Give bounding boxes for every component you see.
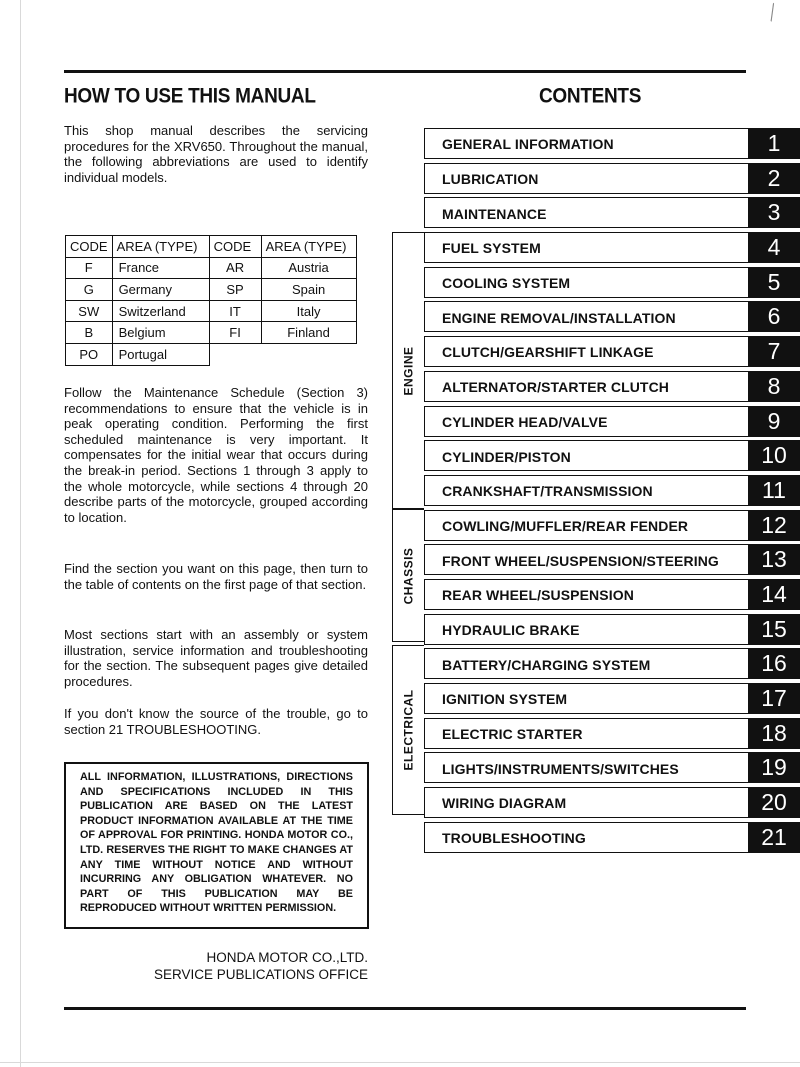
toc-label: COWLING/MUFFLER/REAR FENDER: [442, 517, 689, 534]
table-header-cell: CODE: [209, 236, 261, 258]
code-cell: SW: [66, 300, 113, 322]
code-cell: AR: [209, 257, 261, 279]
area-cell: Germany: [112, 279, 209, 301]
toc-label: LUBRICATION: [442, 171, 539, 188]
chassis-group-text: CHASSIS: [401, 547, 415, 604]
copyright-notice-box: [64, 762, 369, 929]
toc-item-lubrication[interactable]: [424, 162, 800, 197]
toc-item-ignition-system[interactable]: [424, 682, 800, 717]
area-code-table: [65, 235, 357, 366]
section-number-tab: 6: [748, 301, 800, 332]
toc-item-front-wheel[interactable]: [424, 543, 800, 578]
contents-list: [424, 127, 800, 855]
section-number-tab: 5: [748, 267, 800, 298]
contents-title: CONTENTS: [539, 85, 642, 109]
page-edge-left: [20, 0, 21, 1067]
table-row: [66, 279, 357, 301]
area-cell: Finland: [261, 322, 356, 344]
copyright-notice-text: ALL INFORMATION, ILLUSTRATIONS, DIRECTIONS AND SPECIFICATIONS INCLUDED IN THIS PUBLICATION ARE BASED ON THE LATEST PRODUCT INFORMATION AVAILABLE AT THE TIME OF APPROVAL FOR PRINTING. HONDA MOTOR CO., LTD. RESERVES THE RIGHT TO MAKE CHANGES AT ANY TIME WITHOUT NOTICE AND WITHOUT INCURRING ANY OBLIGATION WHATEVER. NO PART OF THIS PUBLICATION MAY BE REPRODUCED WITHOUT WRITTEN PERMISSION.: [80, 771, 353, 915]
table-row: [66, 257, 357, 279]
publisher-footer: [120, 949, 368, 983]
section-number-tab: 4: [748, 232, 800, 263]
section-number-tab: 2: [748, 163, 800, 194]
manual-usage-title: HOW TO USE THIS MANUAL: [64, 85, 316, 109]
publisher-name: HONDA MOTOR CO.,LTD.: [206, 950, 368, 965]
toc-label: ELECTRIC STARTER: [442, 726, 583, 743]
code-cell: B: [66, 322, 113, 344]
table-header-cell: AREA (TYPE): [112, 236, 209, 258]
code-cell: G: [66, 279, 113, 301]
area-cell: France: [112, 257, 209, 279]
toc-label: REAR WHEEL/SUSPENSION: [442, 587, 634, 604]
toc-label: IGNITION SYSTEM: [442, 691, 568, 708]
page-edge-bottom: [0, 1062, 800, 1063]
area-cell: Italy: [261, 300, 356, 322]
section-number-tab: 17: [748, 683, 800, 714]
toc-label: CLUTCH/GEARSHIFT LINKAGE: [442, 344, 654, 361]
find-section-paragraph: Find the section you want on this page, then turn to the table of contents on the first page of that section.: [64, 561, 368, 592]
toc-item-battery-charging[interactable]: [424, 647, 800, 682]
section-number-tab: 8: [748, 371, 800, 402]
section-number-tab: 12: [748, 510, 800, 541]
section-number-tab: 14: [748, 579, 800, 610]
toc-item-cooling-system[interactable]: [424, 266, 800, 301]
code-cell: FI: [209, 322, 261, 344]
toc-item-crankshaft-transmission[interactable]: [424, 474, 800, 509]
area-cell: Portugal: [112, 343, 209, 365]
intro-paragraph: This shop manual describes the servicing procedures for the XRV650. Throughout the manual, the following abbreviations are used to identify individual models.: [64, 123, 368, 185]
section-number-tab: 10: [748, 440, 800, 471]
code-cell: F: [66, 257, 113, 279]
code-cell: PO: [66, 343, 113, 365]
maintenance-paragraph: Follow the Maintenance Schedule (Section 3) recommendations to ensure that the vehicle is in peak operating condition. Performing the first scheduled maintenance is very important. It compensates for the initial wear that occurs during the break-in period. Sections 1 through 3 apply to the whole motorcycle, while sections 4 through 20 describe parts of the motorcycle, grouped according to location.: [64, 385, 368, 525]
section-number-tab: 18: [748, 718, 800, 749]
area-cell: Spain: [261, 279, 356, 301]
toc-item-fuel-system[interactable]: [424, 231, 800, 266]
table-header-cell: AREA (TYPE): [261, 236, 356, 258]
table-row: [66, 300, 357, 322]
table-header-row: [66, 236, 357, 258]
electrical-group-text: ELECTRICAL: [401, 689, 415, 771]
toc-label: TROUBLESHOOTING: [442, 830, 586, 847]
toc-label: FUEL SYSTEM: [442, 240, 541, 257]
toc-item-engine-removal[interactable]: [424, 300, 800, 335]
section-number-tab: 9: [748, 406, 800, 437]
toc-item-clutch-gearshift[interactable]: [424, 335, 800, 370]
toc-label: WIRING DIAGRAM: [442, 795, 567, 812]
area-cell: Belgium: [112, 322, 209, 344]
toc-item-troubleshooting[interactable]: [424, 821, 800, 856]
section-number-tab: 7: [748, 336, 800, 367]
engine-group-text: ENGINE: [401, 345, 416, 396]
troubleshooting-paragraph: If you don't know the source of the trouble, go to section 21 TROUBLESHOOTING.: [64, 706, 368, 737]
toc-item-hydraulic-brake[interactable]: [424, 613, 800, 648]
empty-cell: [209, 343, 261, 365]
toc-item-maintenance[interactable]: [424, 196, 800, 231]
toc-label: CYLINDER/PISTON: [442, 448, 571, 465]
top-rule: [64, 70, 746, 73]
toc-label: MAINTENANCE: [442, 205, 547, 222]
chassis-group-label: [392, 509, 424, 642]
toc-label: GENERAL INFORMATION: [442, 136, 614, 153]
section-number-tab: 16: [748, 648, 800, 679]
toc-label: CRANKSHAFT/TRANSMISSION: [442, 483, 653, 500]
toc-item-rear-wheel[interactable]: [424, 578, 800, 613]
toc-item-cylinder-head-valve[interactable]: [424, 405, 800, 440]
toc-item-alternator-starter-clutch[interactable]: [424, 370, 800, 405]
table-row: [66, 322, 357, 344]
section-structure-paragraph: Most sections start with an assembly or system illustration, service information and troubleshooting for the section. The subsequent pages give detailed procedures.: [64, 627, 368, 689]
section-number-tab: 1: [748, 128, 800, 159]
toc-label: COOLING SYSTEM: [442, 275, 571, 292]
section-number-tab: 15: [748, 614, 800, 645]
table-header-cell: CODE: [66, 236, 113, 258]
electrical-group-label: [392, 645, 424, 815]
area-cell: Austria: [261, 257, 356, 279]
toc-item-lights-instruments[interactable]: [424, 751, 800, 786]
publisher-office: SERVICE PUBLICATIONS OFFICE: [153, 967, 368, 982]
table-row: [66, 343, 357, 365]
toc-label: LIGHTS/INSTRUMENTS/SWITCHES: [442, 760, 679, 777]
toc-label: FRONT WHEEL/SUSPENSION/STEERING: [442, 552, 719, 569]
empty-cell: [261, 343, 356, 365]
engine-group-label: [392, 232, 424, 509]
toc-label: ENGINE REMOVAL/INSTALLATION: [442, 309, 676, 326]
code-cell: SP: [209, 279, 261, 301]
toc-label: HYDRAULIC BRAKE: [442, 621, 580, 638]
code-cell: IT: [209, 300, 261, 322]
section-number-tab: 3: [748, 197, 800, 228]
section-number-tab: 13: [748, 544, 800, 575]
toc-item-electric-starter[interactable]: [424, 717, 800, 752]
toc-item-general-information[interactable]: [424, 127, 800, 162]
section-number-tab: 21: [748, 822, 800, 853]
toc-item-cowling-muffler[interactable]: [424, 509, 800, 544]
bottom-rule: [64, 1007, 746, 1010]
toc-item-cylinder-piston[interactable]: [424, 439, 800, 474]
section-number-tab: 11: [748, 475, 800, 506]
section-number-tab: 19: [748, 752, 800, 783]
corner-mark-icon: ╲: [764, 3, 781, 22]
toc-label: BATTERY/CHARGING SYSTEM: [442, 656, 651, 673]
toc-label: CYLINDER HEAD/VALVE: [442, 413, 608, 430]
toc-label: ALTERNATOR/STARTER CLUTCH: [442, 379, 669, 396]
toc-item-wiring-diagram[interactable]: [424, 786, 800, 821]
section-number-tab: 20: [748, 787, 800, 818]
area-cell: Switzerland: [112, 300, 209, 322]
